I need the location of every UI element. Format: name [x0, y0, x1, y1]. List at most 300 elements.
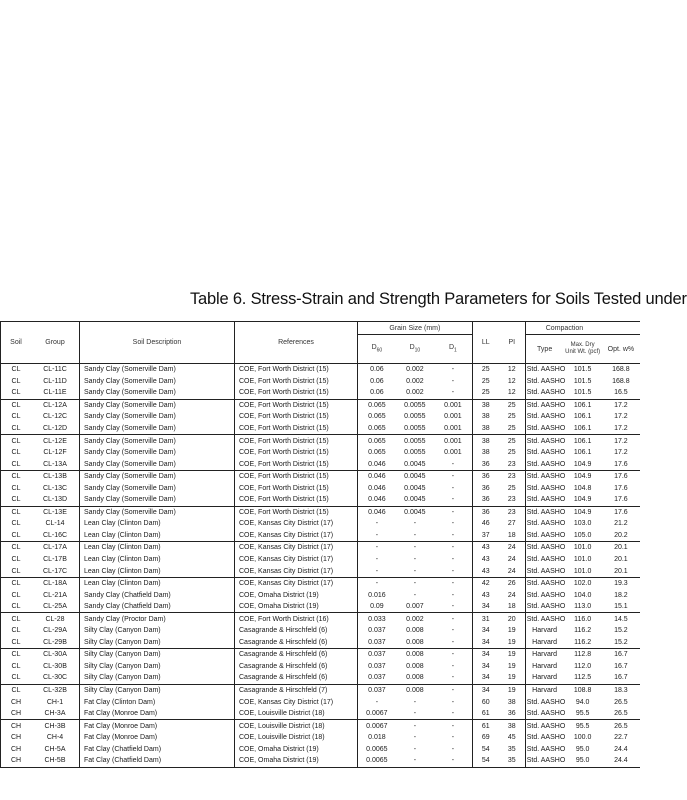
soil-cell: CL	[1, 589, 32, 601]
group-cell: CL-11E	[43, 389, 67, 397]
soil-cell: CL	[1, 423, 32, 435]
description-cell: Fat Clay (Chatfield Dam)	[80, 755, 235, 767]
opt-w-cell: 26.5	[614, 710, 628, 718]
d1-cell: -	[434, 470, 472, 482]
d10-cell: -	[413, 567, 417, 575]
description-cell: Sandy Clay (Somerville Dam)	[80, 447, 235, 459]
d1-cell: -	[434, 684, 472, 696]
d60-cell: 0.037	[358, 661, 396, 673]
d60-cell: 0.046	[358, 470, 396, 482]
opt-w-cell: 22.7	[614, 734, 628, 742]
ll-cell: 34	[472, 661, 499, 673]
pi-cell: 38	[499, 720, 526, 732]
opt-w-cell: 17.6	[614, 484, 628, 492]
d10-cell: -	[396, 720, 434, 732]
ll-cell: 25	[472, 376, 499, 388]
table-row	[1, 755, 641, 767]
opt-w-cell: 24.4	[614, 745, 628, 753]
type-cell: Harvard	[525, 672, 563, 684]
d60-cell: 0.037	[358, 637, 396, 649]
ll-cell: 31	[472, 613, 499, 625]
d1-cell: -	[451, 745, 455, 753]
d1-cell: 0.001	[444, 449, 462, 457]
d10-cell: 0.008	[406, 662, 424, 670]
reference-cell: COE, Omaha District (19)	[235, 744, 358, 756]
header-ll: LL	[472, 322, 499, 364]
opt-w-cell: 17.6	[602, 506, 640, 518]
opt-w-cell: 168.8	[602, 364, 640, 376]
ll-cell: 60	[472, 696, 499, 708]
table-row	[1, 613, 641, 625]
reference-cell: COE, Louisville District (18)	[235, 732, 358, 744]
soil-cell: CL	[1, 364, 32, 376]
d60-cell: 0.065	[358, 411, 396, 423]
opt-w-cell: 17.2	[614, 425, 628, 432]
pi-cell: 19	[507, 638, 516, 646]
group-cell: CL-12A	[31, 399, 80, 411]
d1-cell: -	[434, 720, 472, 732]
unit-weight-cell: 104.0	[573, 591, 592, 599]
group-cell: CL-30A	[31, 649, 80, 661]
description-cell: Lean Clay (Clinton Dam)	[80, 577, 235, 589]
group-cell: CL-30B	[43, 662, 67, 670]
d10-cell: 0.002	[406, 377, 424, 385]
d1-cell: -	[451, 710, 455, 718]
opt-w-cell: 20.1	[602, 542, 640, 554]
table-row	[1, 376, 641, 388]
header-d10: $D_{10}$	[409, 344, 421, 354]
unit-weight-cell: 101.5	[564, 364, 602, 376]
description-cell: Sandy Clay (Proctor Dam)	[80, 613, 235, 625]
reference-cell: Casagrande & Hirschfeld (7)	[235, 684, 358, 696]
type-cell: Std. AASHO	[525, 387, 563, 399]
d1-cell: -	[451, 567, 455, 575]
d10-cell: 0.008	[396, 649, 434, 661]
pi-cell: 26	[499, 577, 526, 589]
type-cell: Std. AASHO	[525, 494, 563, 506]
group-cell: CL-14	[45, 520, 65, 528]
type-cell: Std. AASHO	[525, 423, 563, 435]
reference-cell: COE, Fort Worth District (15)	[235, 470, 358, 482]
description-cell: Sandy Clay (Somerville Dam)	[80, 376, 235, 388]
unit-weight-cell: 101.5	[573, 377, 592, 385]
d60-cell: 0.0067	[358, 720, 396, 732]
reference-cell: COE, Louisville District (18)	[235, 720, 358, 732]
unit-weight-cell: 108.8	[564, 684, 602, 696]
ll-cell: 43	[472, 554, 499, 566]
d10-cell: 0.0055	[404, 449, 426, 457]
unit-weight-cell: 106.1	[573, 449, 592, 457]
type-cell: Std. AASHO	[525, 589, 563, 601]
unit-weight-cell: 105.0	[573, 531, 592, 539]
reference-cell: COE, Fort Worth District (15)	[235, 482, 358, 494]
soil-cell: CL	[1, 577, 32, 589]
d60-cell: 0.0065	[358, 755, 396, 767]
reference-cell: Casagrande & Hirschfeld (6)	[235, 637, 358, 649]
type-cell: Harvard	[525, 661, 563, 673]
unit-weight-cell: 106.1	[573, 425, 592, 432]
d60-cell: -	[358, 530, 396, 542]
description-cell: Fat Clay (Monroe Dam)	[80, 720, 235, 732]
d1-cell: -	[451, 591, 455, 599]
ll-cell: 34	[472, 684, 499, 696]
soil-cell: CL	[1, 494, 32, 506]
unit-weight-cell: 112.5	[574, 674, 592, 682]
pi-cell: 19	[507, 627, 516, 635]
unit-weight-cell: 103.0	[573, 520, 592, 528]
reference-cell: COE, Kansas City District (17)	[235, 530, 358, 542]
d10-cell: -	[396, 577, 434, 589]
d1-cell: -	[451, 531, 455, 539]
reference-cell: COE, Omaha District (19)	[235, 589, 358, 601]
d60-cell: 0.065	[358, 447, 396, 459]
opt-w-cell: 19.3	[602, 577, 640, 589]
opt-w-cell: 18.3	[602, 684, 640, 696]
ll-cell: 54	[472, 755, 499, 767]
ll-cell: 37	[472, 530, 499, 542]
soil-cell: CL	[1, 470, 32, 482]
d10-cell: 0.0045	[404, 460, 426, 468]
table-body	[1, 364, 641, 768]
d1-cell: -	[451, 520, 455, 528]
table-row	[1, 518, 641, 530]
description-cell: Sandy Clay (Somerville Dam)	[80, 423, 235, 435]
d1-cell: -	[451, 627, 455, 635]
ll-cell: 38	[472, 411, 499, 423]
unit-weight-cell: 101.0	[573, 556, 592, 564]
type-cell: Std. AASHO	[525, 601, 563, 613]
d60-cell: 0.037	[358, 684, 396, 696]
ll-cell: 46	[472, 518, 499, 530]
table-row	[1, 387, 641, 399]
header-description: Soil Description	[80, 322, 235, 364]
opt-w-cell: 15.2	[614, 638, 628, 646]
type-cell: Std. AASHO	[525, 506, 563, 518]
group-cell: CH-5A	[44, 745, 66, 753]
table-row	[1, 423, 641, 435]
table-row	[1, 625, 641, 637]
description-cell: Sandy Clay (Somerville Dam)	[80, 387, 235, 399]
reference-cell: COE, Omaha District (19)	[235, 755, 358, 767]
pi-cell: 18	[507, 603, 516, 611]
d10-cell: -	[413, 520, 417, 528]
opt-w-cell: 14.5	[602, 613, 640, 625]
unit-weight-cell: 100.0	[573, 734, 592, 742]
type-cell: Std. AASHO	[525, 744, 563, 756]
table-row	[1, 494, 641, 506]
type-cell: Std. AASHO	[525, 554, 563, 566]
description-cell: Fat Clay (Chatfield Dam)	[80, 744, 235, 756]
table-title: Table 6. Stress-Strain and Strength Parameters for Soils Tested under	[190, 290, 687, 308]
description-cell: Sandy Clay (Somerville Dam)	[80, 470, 235, 482]
group-cell: CL-18A	[31, 577, 80, 589]
soil-cell: CL	[1, 554, 32, 566]
d10-cell: 0.0055	[404, 425, 426, 432]
d1-cell: -	[451, 377, 455, 385]
table-row	[1, 637, 641, 649]
soil-cell: CH	[1, 755, 32, 767]
opt-w-cell: 15.2	[614, 627, 628, 635]
table-row	[1, 684, 641, 696]
description-cell: Sandy Clay (Chatfield Dam)	[80, 601, 235, 613]
pi-cell: 25	[507, 449, 516, 457]
d60-cell: 0.09	[358, 601, 396, 613]
d10-cell: -	[413, 734, 417, 742]
type-cell: Std. AASHO	[525, 565, 563, 577]
unit-weight-cell: 113.0	[574, 603, 592, 611]
pi-cell: 23	[507, 460, 516, 468]
unit-weight-cell: 104.8	[573, 484, 592, 492]
d1-cell: -	[451, 460, 455, 468]
d1-cell: -	[434, 577, 472, 589]
pi-cell: 19	[507, 674, 516, 682]
soil-cell: CL	[1, 447, 32, 459]
opt-w-cell: 16.5	[614, 389, 628, 397]
type-cell: Std. AASHO	[525, 482, 563, 494]
description-cell: Silty Clay (Canyon Dam)	[80, 661, 235, 673]
d1-cell: -	[434, 613, 472, 625]
table-row	[1, 458, 641, 470]
d60-cell: -	[358, 554, 396, 566]
soil-cell: CL	[1, 542, 32, 554]
ll-cell: 36	[472, 458, 499, 470]
description-cell: Fat Clay (Monroe Dam)	[80, 732, 235, 744]
ll-cell: 34	[472, 601, 499, 613]
table-row	[1, 554, 641, 566]
d10-cell: 0.002	[396, 613, 434, 625]
ll-cell: 38	[472, 447, 499, 459]
d1-cell: -	[434, 755, 472, 767]
pi-cell: 23	[507, 496, 516, 504]
type-cell: Harvard	[525, 649, 563, 661]
soil-cell: CL	[1, 565, 32, 577]
reference-cell: COE, Louisville District (18)	[235, 708, 358, 720]
reference-cell: COE, Fort Worth District (15)	[235, 376, 358, 388]
opt-w-cell: 26.5	[602, 720, 640, 732]
ll-cell: 36	[472, 494, 499, 506]
description-cell: Sandy Clay (Somerville Dam)	[80, 494, 235, 506]
header-group: Group	[45, 339, 65, 346]
reference-cell: COE, Fort Worth District (15)	[235, 447, 358, 459]
unit-weight-cell: 101.0	[564, 542, 602, 554]
unit-weight-cell: 104.9	[573, 460, 592, 468]
d60-cell: -	[358, 518, 396, 530]
type-cell: Std. AASHO	[525, 447, 563, 459]
d10-cell: -	[413, 591, 417, 599]
d10-cell: -	[396, 542, 434, 554]
description-cell: Lean Clay (Clinton Dam)	[80, 530, 235, 542]
group-cell: CL-12E	[31, 435, 80, 447]
description-cell: Lean Clay (Clinton Dam)	[80, 554, 235, 566]
header-opt-w: Opt. w%	[607, 345, 635, 353]
soil-cell: CL	[1, 530, 32, 542]
pi-cell: 25	[499, 435, 526, 447]
type-cell: Harvard	[525, 637, 563, 649]
group-cell: CL-11D	[43, 377, 67, 385]
type-cell: Std. AASHO	[525, 732, 563, 744]
header-d60: $D_{60}$	[358, 335, 396, 364]
soil-cell: CH	[1, 744, 32, 756]
ll-cell: 43	[472, 542, 499, 554]
header-d1: $D_1$	[448, 344, 457, 354]
pi-cell: 25	[507, 425, 516, 432]
d10-cell: 0.0055	[396, 399, 434, 411]
unit-weight-cell: 116.2	[574, 627, 592, 635]
group-cell: CL-17A	[31, 542, 80, 554]
group-cell: CH-1	[46, 698, 64, 706]
soil-cell: CH	[1, 708, 32, 720]
reference-cell: COE, Kansas City District (17)	[235, 542, 358, 554]
group-cell: CL-12D	[42, 425, 68, 432]
soil-cell: CL	[1, 637, 32, 649]
pi-cell: 25	[499, 399, 526, 411]
reference-cell: Casagrande & Hirschfeld (6)	[235, 672, 358, 684]
header-grain-size: Grain Size (mm)	[358, 322, 473, 335]
d60-cell: 0.037	[358, 649, 396, 661]
pi-cell: 38	[507, 698, 516, 706]
ll-cell: 34	[472, 637, 499, 649]
description-cell: Lean Clay (Clinton Dam)	[80, 518, 235, 530]
d1-cell: 0.001	[444, 425, 462, 432]
table-row	[1, 482, 641, 494]
d60-cell: 0.06	[358, 387, 396, 399]
soil-cell: CL	[1, 376, 32, 388]
d60-cell: 0.06	[358, 376, 396, 388]
ll-cell: 42	[472, 577, 499, 589]
pi-cell: 24	[499, 542, 526, 554]
d60-cell: 0.018	[358, 732, 396, 744]
table-row	[1, 577, 641, 589]
d60-cell: 0.037	[358, 625, 396, 637]
ll-cell: 38	[472, 435, 499, 447]
d60-cell: 0.046	[358, 458, 396, 470]
d1-cell: -	[451, 496, 455, 504]
description-cell: Sandy Clay (Chatfield Dam)	[80, 589, 235, 601]
opt-w-cell: 21.2	[614, 520, 628, 528]
pi-cell: 23	[499, 506, 526, 518]
d10-cell: 0.0045	[396, 506, 434, 518]
d60-cell: 0.016	[358, 589, 396, 601]
d1-cell: -	[434, 506, 472, 518]
reference-cell: COE, Kansas City District (17)	[235, 518, 358, 530]
pi-cell: 20	[499, 613, 526, 625]
group-cell: CL-17B	[43, 556, 67, 564]
group-cell: CL-32B	[31, 684, 80, 696]
opt-w-cell: 20.1	[614, 556, 628, 564]
table-row	[1, 506, 641, 518]
soil-cell: CL	[1, 684, 32, 696]
description-cell: Silty Clay (Canyon Dam)	[80, 684, 235, 696]
table-row	[1, 601, 641, 613]
table-row	[1, 399, 641, 411]
reference-cell: COE, Kansas City District (17)	[235, 696, 358, 708]
d10-cell: -	[413, 556, 417, 564]
pi-cell: 19	[499, 649, 526, 661]
d60-cell: 0.037	[358, 672, 396, 684]
table-row	[1, 672, 641, 684]
unit-weight-cell: 106.1	[564, 435, 602, 447]
table-row	[1, 708, 641, 720]
description-cell: Lean Clay (Clinton Dam)	[80, 542, 235, 554]
d1-cell: -	[451, 484, 455, 492]
opt-w-cell: 20.1	[614, 567, 628, 575]
d60-cell: 0.033	[358, 613, 396, 625]
table-row	[1, 470, 641, 482]
ll-cell: 54	[472, 744, 499, 756]
reference-cell: COE, Kansas City District (17)	[235, 577, 358, 589]
description-cell: Silty Clay (Canyon Dam)	[80, 625, 235, 637]
unit-weight-cell: 104.9	[573, 496, 592, 504]
header-soil: Soil	[1, 322, 32, 364]
unit-weight-cell: 106.1	[573, 413, 592, 421]
description-cell: Sandy Clay (Somerville Dam)	[80, 411, 235, 423]
group-cell: CL-28	[31, 613, 80, 625]
d10-cell: 0.0045	[404, 496, 426, 504]
d10-cell: -	[396, 755, 434, 767]
ll-cell: 25	[472, 387, 499, 399]
opt-w-cell: 17.2	[602, 435, 640, 447]
group-cell: CL-29B	[43, 638, 67, 646]
reference-cell: Casagrande & Hirschfeld (6)	[235, 649, 358, 661]
d10-cell: 0.007	[406, 603, 424, 611]
group-cell: CH-3A	[44, 710, 66, 718]
description-cell: Lean Clay (Clinton Dam)	[80, 565, 235, 577]
ll-cell: 61	[472, 708, 499, 720]
d10-cell: 0.008	[406, 638, 424, 646]
opt-w-cell: 17.2	[614, 413, 628, 421]
type-cell: Std. AASHO	[525, 708, 563, 720]
type-cell: Std. AASHO	[525, 530, 563, 542]
type-cell: Std. AASHO	[525, 458, 563, 470]
ll-cell: 43	[472, 589, 499, 601]
pi-cell: 24	[507, 591, 516, 599]
pi-cell: 24	[507, 556, 516, 564]
d1-cell: 0.001	[434, 435, 472, 447]
group-cell: CH-5B	[31, 755, 80, 767]
reference-cell: COE, Fort Worth District (15)	[235, 411, 358, 423]
soil-cell: CL	[1, 399, 32, 411]
reference-cell: COE, Fort Worth District (15)	[235, 506, 358, 518]
ll-cell: 36	[472, 482, 499, 494]
group-cell: CL-25A	[43, 603, 67, 611]
table-row	[1, 732, 641, 744]
soil-cell: CL	[1, 506, 32, 518]
pi-cell: 18	[507, 531, 516, 539]
ll-cell: 34	[472, 649, 499, 661]
d60-cell: 0.065	[358, 435, 396, 447]
pi-cell: 35	[499, 755, 526, 767]
d1-cell: -	[434, 542, 472, 554]
d10-cell: -	[413, 531, 417, 539]
reference-cell: COE, Fort Worth District (16)	[235, 613, 358, 625]
unit-weight-cell: 94.0	[575, 698, 590, 706]
type-cell: Std. AASHO	[525, 411, 563, 423]
d1-cell: -	[451, 674, 455, 682]
unit-weight-cell: 116.2	[574, 638, 592, 646]
opt-w-cell: 20.2	[614, 531, 628, 539]
unit-weight-cell: 102.0	[564, 577, 602, 589]
description-cell: Sandy Clay (Somerville Dam)	[80, 458, 235, 470]
table-row	[1, 649, 641, 661]
type-cell: Std. AASHO	[525, 542, 563, 554]
group-cell: CH-4	[46, 734, 64, 742]
d10-cell: -	[413, 698, 417, 706]
type-cell: Std. AASHO	[525, 364, 563, 376]
soil-cell: CL	[1, 625, 32, 637]
soil-cell: CL	[1, 435, 32, 447]
reference-cell: COE, Fort Worth District (15)	[235, 364, 358, 376]
d60-cell: 0.065	[358, 399, 396, 411]
